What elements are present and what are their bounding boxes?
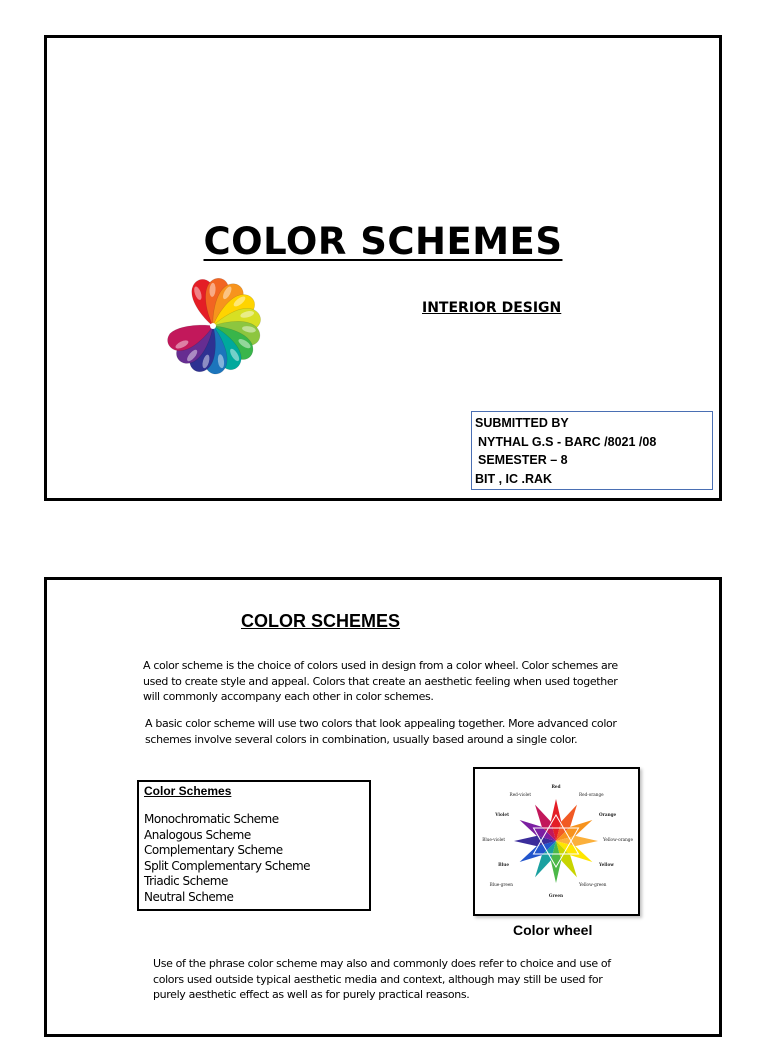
list-item: Split Complementary Scheme [144, 858, 311, 873]
wheel-label: Green [548, 893, 564, 898]
student-name-id: NYTHAL G.S - BARC /8021 /08 [478, 434, 657, 449]
content-slide [44, 577, 722, 1037]
list-item: Complementary Scheme [144, 843, 283, 857]
wheel-label: Red-orange [579, 792, 604, 797]
wheel-label: Blue-violet [482, 837, 505, 842]
wheel-label: Yellow [599, 862, 614, 867]
color-wheel-diagram [475, 769, 638, 914]
list-item: Neutral Scheme [144, 889, 234, 904]
color-flower-icon [147, 278, 277, 388]
color-wheel-caption: Color wheel [513, 922, 593, 938]
submitted-by-label: SUBMITTED BY [475, 416, 569, 430]
list-item: Triadic Scheme [144, 874, 228, 888]
color-schemes-list [137, 780, 371, 911]
intro-paragraph: A color scheme is the choice of colors used in design from a color wheel. Color schemes are used to create style and appeal. Colors that create an aesthetic feeling when used together will commonly accompany each other in color schemes. [143, 659, 618, 703]
title-slide [44, 35, 722, 501]
wheel-label: Blue [498, 862, 509, 867]
wheel-label: Violet [495, 812, 509, 817]
wheel-label: Red [551, 784, 561, 789]
wheel-label: Yellow-green [579, 882, 607, 887]
basic-scheme-paragraph: A basic color scheme will use two colors that look appealing together. More advanced color schemes involve several colors in combination, usually based around a single color. [145, 717, 617, 746]
list-item: Monochromatic Scheme [144, 812, 279, 826]
list-item: Analogous Scheme [144, 827, 251, 842]
color-wheel-figure [473, 767, 640, 916]
submission-info-box [471, 411, 713, 490]
slide1-title: COLOR SCHEMES [203, 220, 563, 263]
wheel-label: Blue-green [489, 882, 513, 887]
flower-center [210, 323, 216, 329]
closing-paragraph: Use of the phrase color scheme may also and commonly does refer to choice and use of colors used outside typical aesthetic media and context, although may still be used for purely aesthetic effect as well as for purely practical reasons. [153, 957, 611, 1001]
wheel-label: Yellow-orange [603, 837, 633, 842]
semester-label: SEMESTER – 8 [478, 453, 568, 467]
wheel-label: Red-violet [509, 792, 531, 797]
institution-label: BIT , IC .RAK [475, 471, 553, 486]
slide1-subtitle: INTERIOR DESIGN [422, 300, 562, 316]
slide2-title: COLOR SCHEMES [241, 611, 401, 631]
list-heading: Color Schemes [144, 784, 232, 798]
wheel-label: Orange [599, 812, 617, 817]
